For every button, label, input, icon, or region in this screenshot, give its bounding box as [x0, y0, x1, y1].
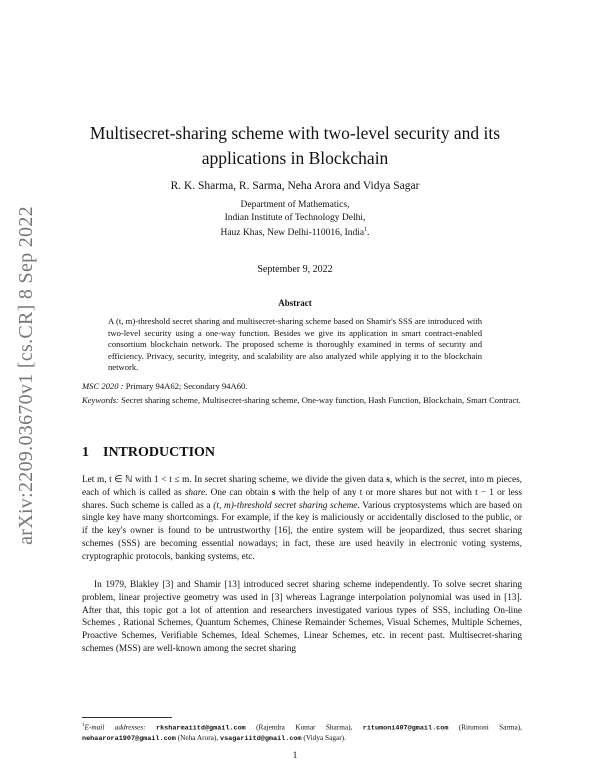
email-link[interactable]: rksharmaiitd@gmail.com: [156, 724, 246, 733]
arxiv-stamp-text: arXiv:2209.03670v1 [cs.CR] 8 Sep 2022: [14, 205, 37, 545]
intro-paragraph-1: Let m, t ∈ ℕ with 1 < t ≤ m. In secret sharing scheme, we divide the given data s, which is the secret, into m pieces, each of which is called as share. One can obtain s with the help of any t or more shares but not with t − 1 or less shares. Such scheme is called as a (t, m)-threshold secret sharing scheme. Various cryptosystems which are based on single key have many shortcomings. For example, if the key is maliciously or accidentally disclosed to the public, or if the key's owner is found to be untrustworthy [16], the entire system will be jeopardized, thus secret sharing schemes (SSS) are becoming essential nowadays; in fact, these are used heavily in electronic voting systems, cryptographic protocols, banking systems, etc.: [82, 475, 523, 562]
section-heading: [82, 445, 215, 461]
section-number: 1: [82, 445, 89, 460]
paper-date: September 9, 2022: [257, 264, 333, 275]
affiliation: [70, 199, 520, 240]
page-number: 1: [292, 751, 298, 761]
title-line-2: applications in Blockchain: [201, 148, 389, 168]
abstract-text: A (t, m)-threshold secret sharing and multisecret-sharing scheme based on Shamir's SSS are introduced with two-level security using a one-way function. Besides we give its application in smart contract-enabled consortium blockchain network. The proposed scheme is thoroughly examined in terms of security and efficiency. Privacy, security, integrity, and scalability are also analyzed while applying it to the blockchain network.: [108, 316, 482, 372]
keywords: [82, 395, 522, 407]
msc-value: Primary 94A62; Secondary 94A60.: [125, 381, 248, 391]
msc-classification: [82, 381, 522, 393]
affiliation-line-1: Department of Mathematics,: [240, 200, 350, 210]
paper-title: [70, 121, 520, 171]
affiliation-line-3: Hauz Khas, New Delhi-110016, India$^1$.: [220, 227, 370, 239]
affiliation-line-2: Indian Institute of Technology Delhi,: [224, 212, 366, 223]
msc-label: MSC 2020 :: [82, 381, 124, 391]
email-link[interactable]: vsagariitd@gmail.com: [219, 735, 302, 744]
section-title: INTRODUCTION: [103, 445, 216, 460]
author-list: R. K. Sharma, R. Sarma, Neha Arora and Vidya Sagar: [170, 180, 420, 192]
abstract-heading: Abstract: [278, 298, 312, 308]
footnote: $^1$E-mail addresses: rksharmaiitd@gmail.com (Rajendra Kumar Sharma), ritumoni407@gmail.com (Ritumoni Sarma), nehaarora1907@gmail.com (Neha Arora), vsagariitd@gmail.com (Vidya Sagar).: [82, 722, 523, 744]
keywords-value: Secret sharing scheme, Multisecret-sharing scheme, One-way function, Hash Function, Blockchain, Smart Contract.: [121, 395, 521, 405]
footnote-rule: [82, 717, 172, 718]
title-line-1: Multisecret-sharing scheme with two-level security and its: [89, 123, 501, 143]
email-link[interactable]: nehaarora1907@gmail.com: [82, 735, 176, 744]
email-link[interactable]: ritumoni407@gmail.com: [362, 724, 449, 733]
footnote-marker[interactable]: 1: [364, 227, 368, 233]
arxiv-stamp: [6, 190, 46, 560]
keywords-label: Keywords:: [82, 395, 119, 405]
intro-paragraph-2: In 1979, Blakley [3] and Shamir [13] introduced secret sharing scheme independently. To solve secret sharing problem, linear projective geometry was used in [3] whereas Lagrange interpolation polynomial was used in [13]. After that, this topic got a lot of attention and researchers investigated various types of SSS, including On-line Schemes , Rational Schemes, Quantum Schemes, Chinese Remainder Schemes, Visual Schemes, Multiple Schemes, Proactive Schemes, Verifiable Schemes, Ideal Schemes, Linear Schemes, etc. in recent past. Multisecret-sharing schemes (MSS) are well-known among the secret sharing: [82, 580, 522, 654]
